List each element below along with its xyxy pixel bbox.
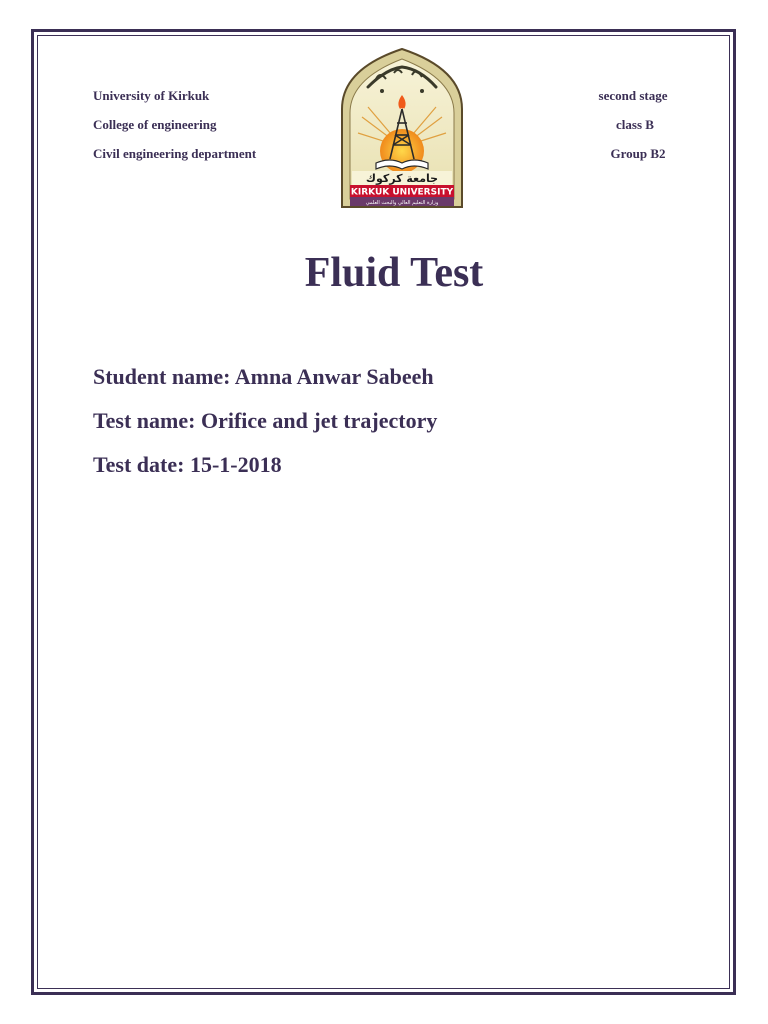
logo-arabic-name: جامعة كركوك bbox=[365, 172, 439, 185]
class-label: class B bbox=[616, 117, 654, 132]
document-title: Fluid Test bbox=[304, 250, 484, 296]
university-name: University of Kirkuk bbox=[93, 88, 210, 103]
test-name: Test name: Orifice and jet trajectory bbox=[93, 408, 438, 433]
college-name: College of engineering bbox=[93, 117, 217, 132]
logo-english-name: KIRKUK UNIVERSITY bbox=[350, 187, 454, 198]
test-date: Test date: 15-1-2018 bbox=[93, 452, 282, 477]
group-label: Group B2 bbox=[610, 146, 666, 161]
stage-label: second stage bbox=[598, 88, 668, 103]
logo-ribbon-text: وزارة التعليم العالي والبحث العلمي bbox=[365, 200, 439, 206]
student-name: Student name: Amna Anwar Sabeeh bbox=[93, 364, 434, 389]
kirkuk-university-logo bbox=[338, 47, 466, 209]
department-name: Civil engineering department bbox=[93, 146, 257, 161]
